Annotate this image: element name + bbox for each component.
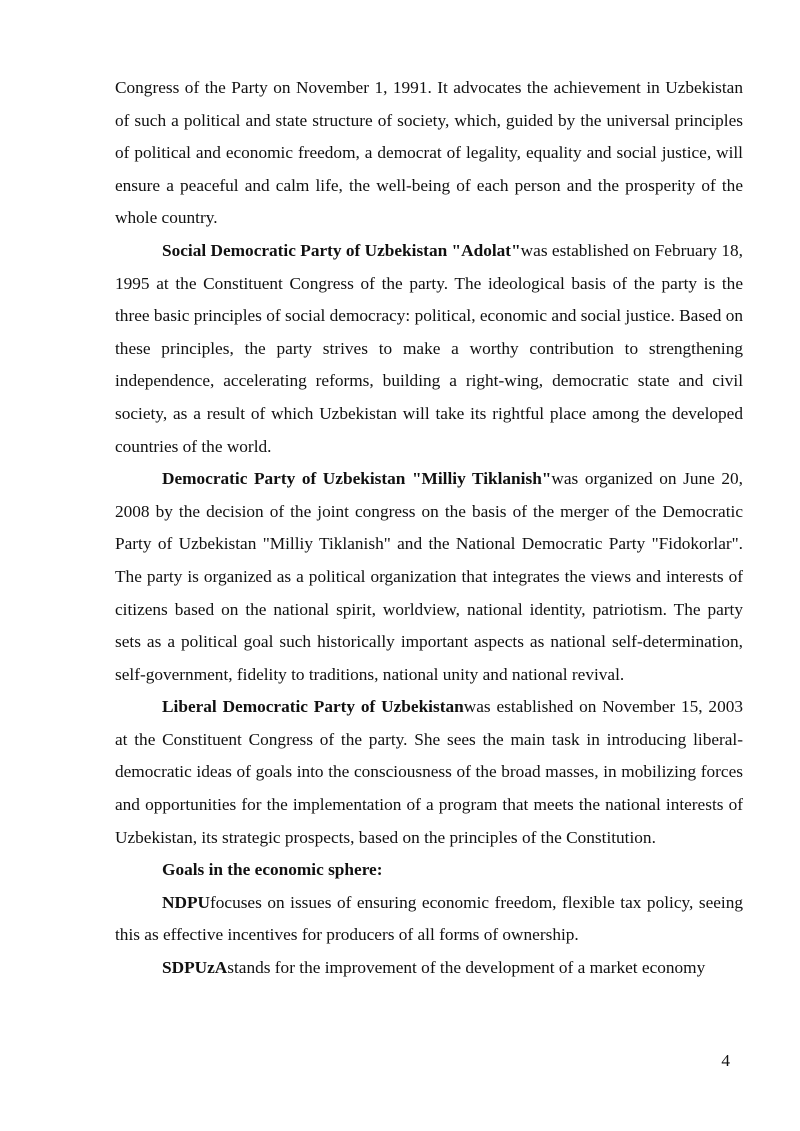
document-page: [115, 72, 743, 985]
paragraph-adolat-text: was established on February 18, 1995 at the Constituent Congress of the party. The ideological basis of the party is the three basic principles of social democracy: political, economic and social justice. Based on these principles, the party strives to make a worthy contribution to strengthening independence, accelerating reforms, building a right-wing, democratic state and civil society, as a result of which Uzbekistan will take its rightful place among the developed countries of the world.: [115, 240, 743, 456]
paragraph-liberal-democratic: [115, 691, 743, 854]
paragraph-sdpuza: [115, 952, 743, 985]
paragraph-liberal-democratic-text: was established on November 15, 2003 at the Constituent Congress of the party. She sees the main task in introducing liberal-democratic ideas of goals into the consciousness of the broad masses, in mobilizing forces and opportunities for the implementation of a program that meets the national interests of Uzbekistan, its strategic prospects, based on the principles of the Constitution.: [115, 697, 743, 847]
party-name-liberal-democratic: Liberal Democratic Party of Uzbekistan: [162, 697, 464, 717]
page-number: 4: [721, 1051, 730, 1070]
paragraph-adolat: [115, 235, 743, 463]
party-name-milliy-tiklanish: Democratic Party of Uzbekistan "Milliy Tiklanish": [162, 469, 552, 489]
party-name-adolat: Social Democratic Party of Uzbekistan "Adolat": [162, 240, 521, 260]
paragraph-milliy-tiklanish: [115, 463, 743, 691]
paragraph-continuation: Congress of the Party on November 1, 1991. It advocates the achievement in Uzbekistan of such a political and state structure of society, which, guided by the universal principles of political and economic freedom, a democrat of legality, equality and social justice, will ensure a peaceful and calm life, the well-being of each person and the prosperity of the whole country.: [115, 78, 743, 228]
section-heading: Goals in the economic sphere:: [162, 860, 383, 880]
paragraph-ndpu-text: focuses on issues of ensuring economic freedom, flexible tax policy, seeing this as effective incentives for producers of all forms of ownership.: [115, 892, 743, 945]
party-abbr-sdpuza: SDPUzA: [162, 958, 228, 978]
paragraph-ndpu: [115, 887, 743, 952]
paragraph-milliy-tiklanish-text: was organized on June 20, 2008 by the decision of the joint congress on the basis of the merger of the Democratic Party of Uzbekistan "Milliy Tiklanish" and the National Democratic Party "Fidokorlar". The party is organized as a political organization that integrates the views and interests of citizens based on the national spirit, worldview, national identity, patriotism. The party sets as a political goal such historically important aspects as national self-determination, self-government, fidelity to traditions, national unity and national revival.: [115, 469, 743, 684]
paragraph-sdpuza-text: stands for the improvement of the development of a market economy: [227, 958, 706, 978]
party-abbr-ndpu: NDPU: [162, 892, 210, 912]
